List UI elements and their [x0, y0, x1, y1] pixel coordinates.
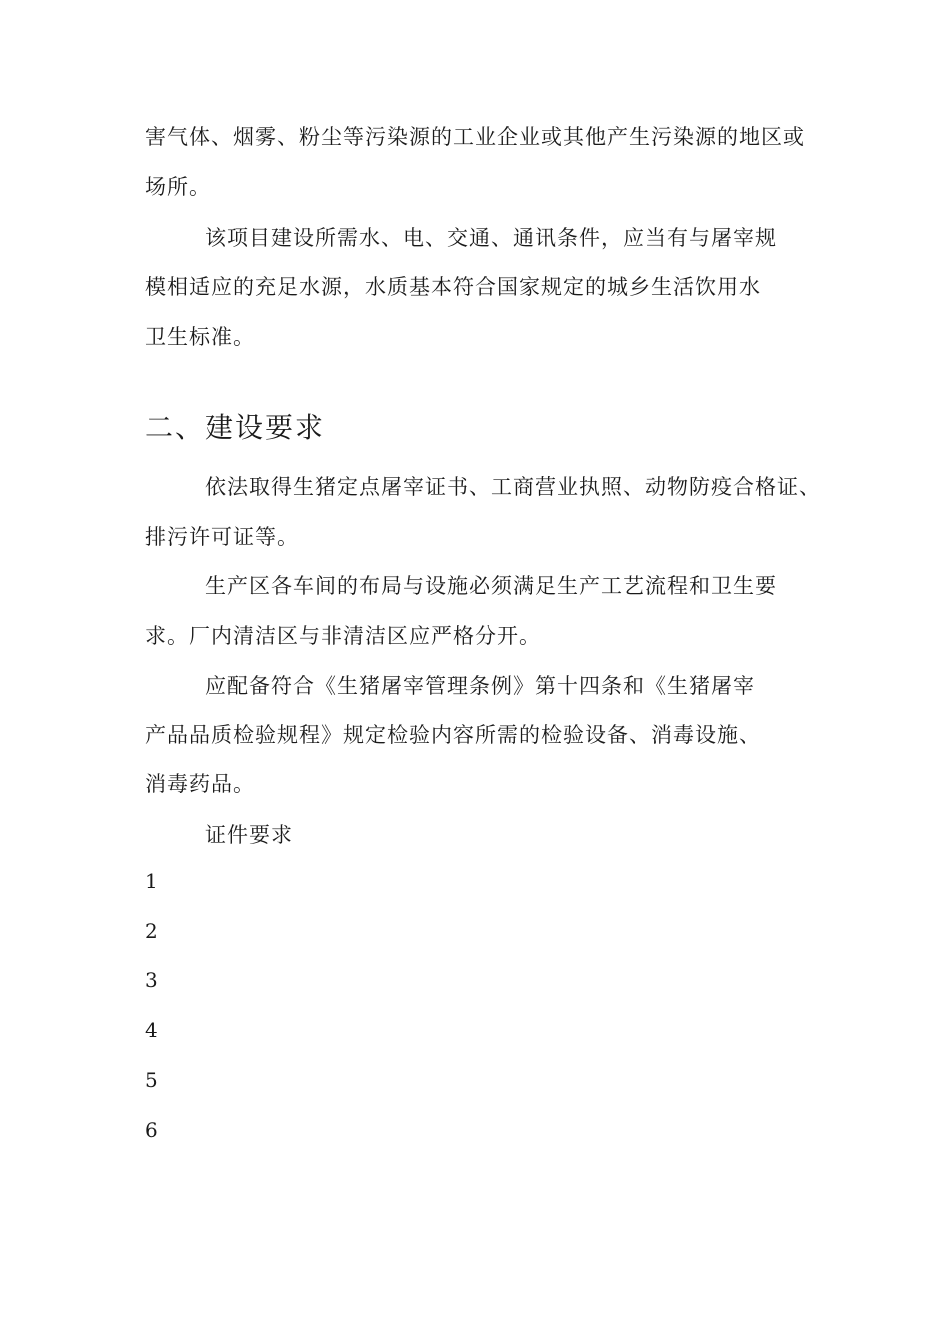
- paragraph-4-line-1: 生产区各车间的布局与设施必须满足生产工艺流程和卫生要: [205, 574, 777, 598]
- paragraph-5-line-3: 消毒药品。: [145, 772, 255, 796]
- list-item-3: [145, 966, 161, 997]
- paragraph-2-line-3: 卫生标准。: [145, 325, 255, 349]
- list-item-4: [145, 1016, 161, 1047]
- paragraph-5-line-2: 产品品质检验规程》规定检验内容所需的检验设备、消毒设施、: [145, 723, 761, 747]
- paragraph-5-line-1: 应配备符合《生猪屠宰管理条例》第十四条和《生猪屠宰: [205, 674, 755, 698]
- paragraph-2-line-2: 模相适应的充足水源，水质基本符合国家规定的城乡生活饮用水: [145, 275, 761, 299]
- list-item-1: [145, 867, 161, 898]
- paragraph-3-line-2: 排污许可证等。: [145, 525, 299, 549]
- paragraph-1-line-2: 场所。: [145, 175, 211, 199]
- paragraph-2-line-1: 该项目建设所需水、电、交通、通讯条件，应当有与屠宰规: [205, 226, 777, 250]
- paragraph-1-line-1: 害气体、烟雾、粉尘等污染源的工业企业或其他产生污染源的地区或: [145, 125, 805, 149]
- list-item-number: 3: [145, 968, 161, 992]
- paragraph-3-line-1: 依法取得生猪定点屠宰证书、工商营业执照、动物防疫合格证、: [205, 475, 821, 499]
- section-heading: 二、建设要求: [145, 411, 326, 444]
- list-item-number: 1: [145, 869, 161, 893]
- list-item-number: 2: [145, 919, 161, 943]
- list-item-number: 5: [145, 1068, 161, 1092]
- paragraph-4-line-2: 求。厂内清洁区与非清洁区应严格分开。: [145, 624, 541, 648]
- list-item-5: [145, 1066, 161, 1097]
- list-item-number: 6: [145, 1118, 161, 1142]
- list-item-number: 4: [145, 1018, 161, 1042]
- list-item-6: [145, 1116, 161, 1147]
- list-item-2: [145, 917, 161, 948]
- certificate-requirements-title: 证件要求: [205, 823, 293, 847]
